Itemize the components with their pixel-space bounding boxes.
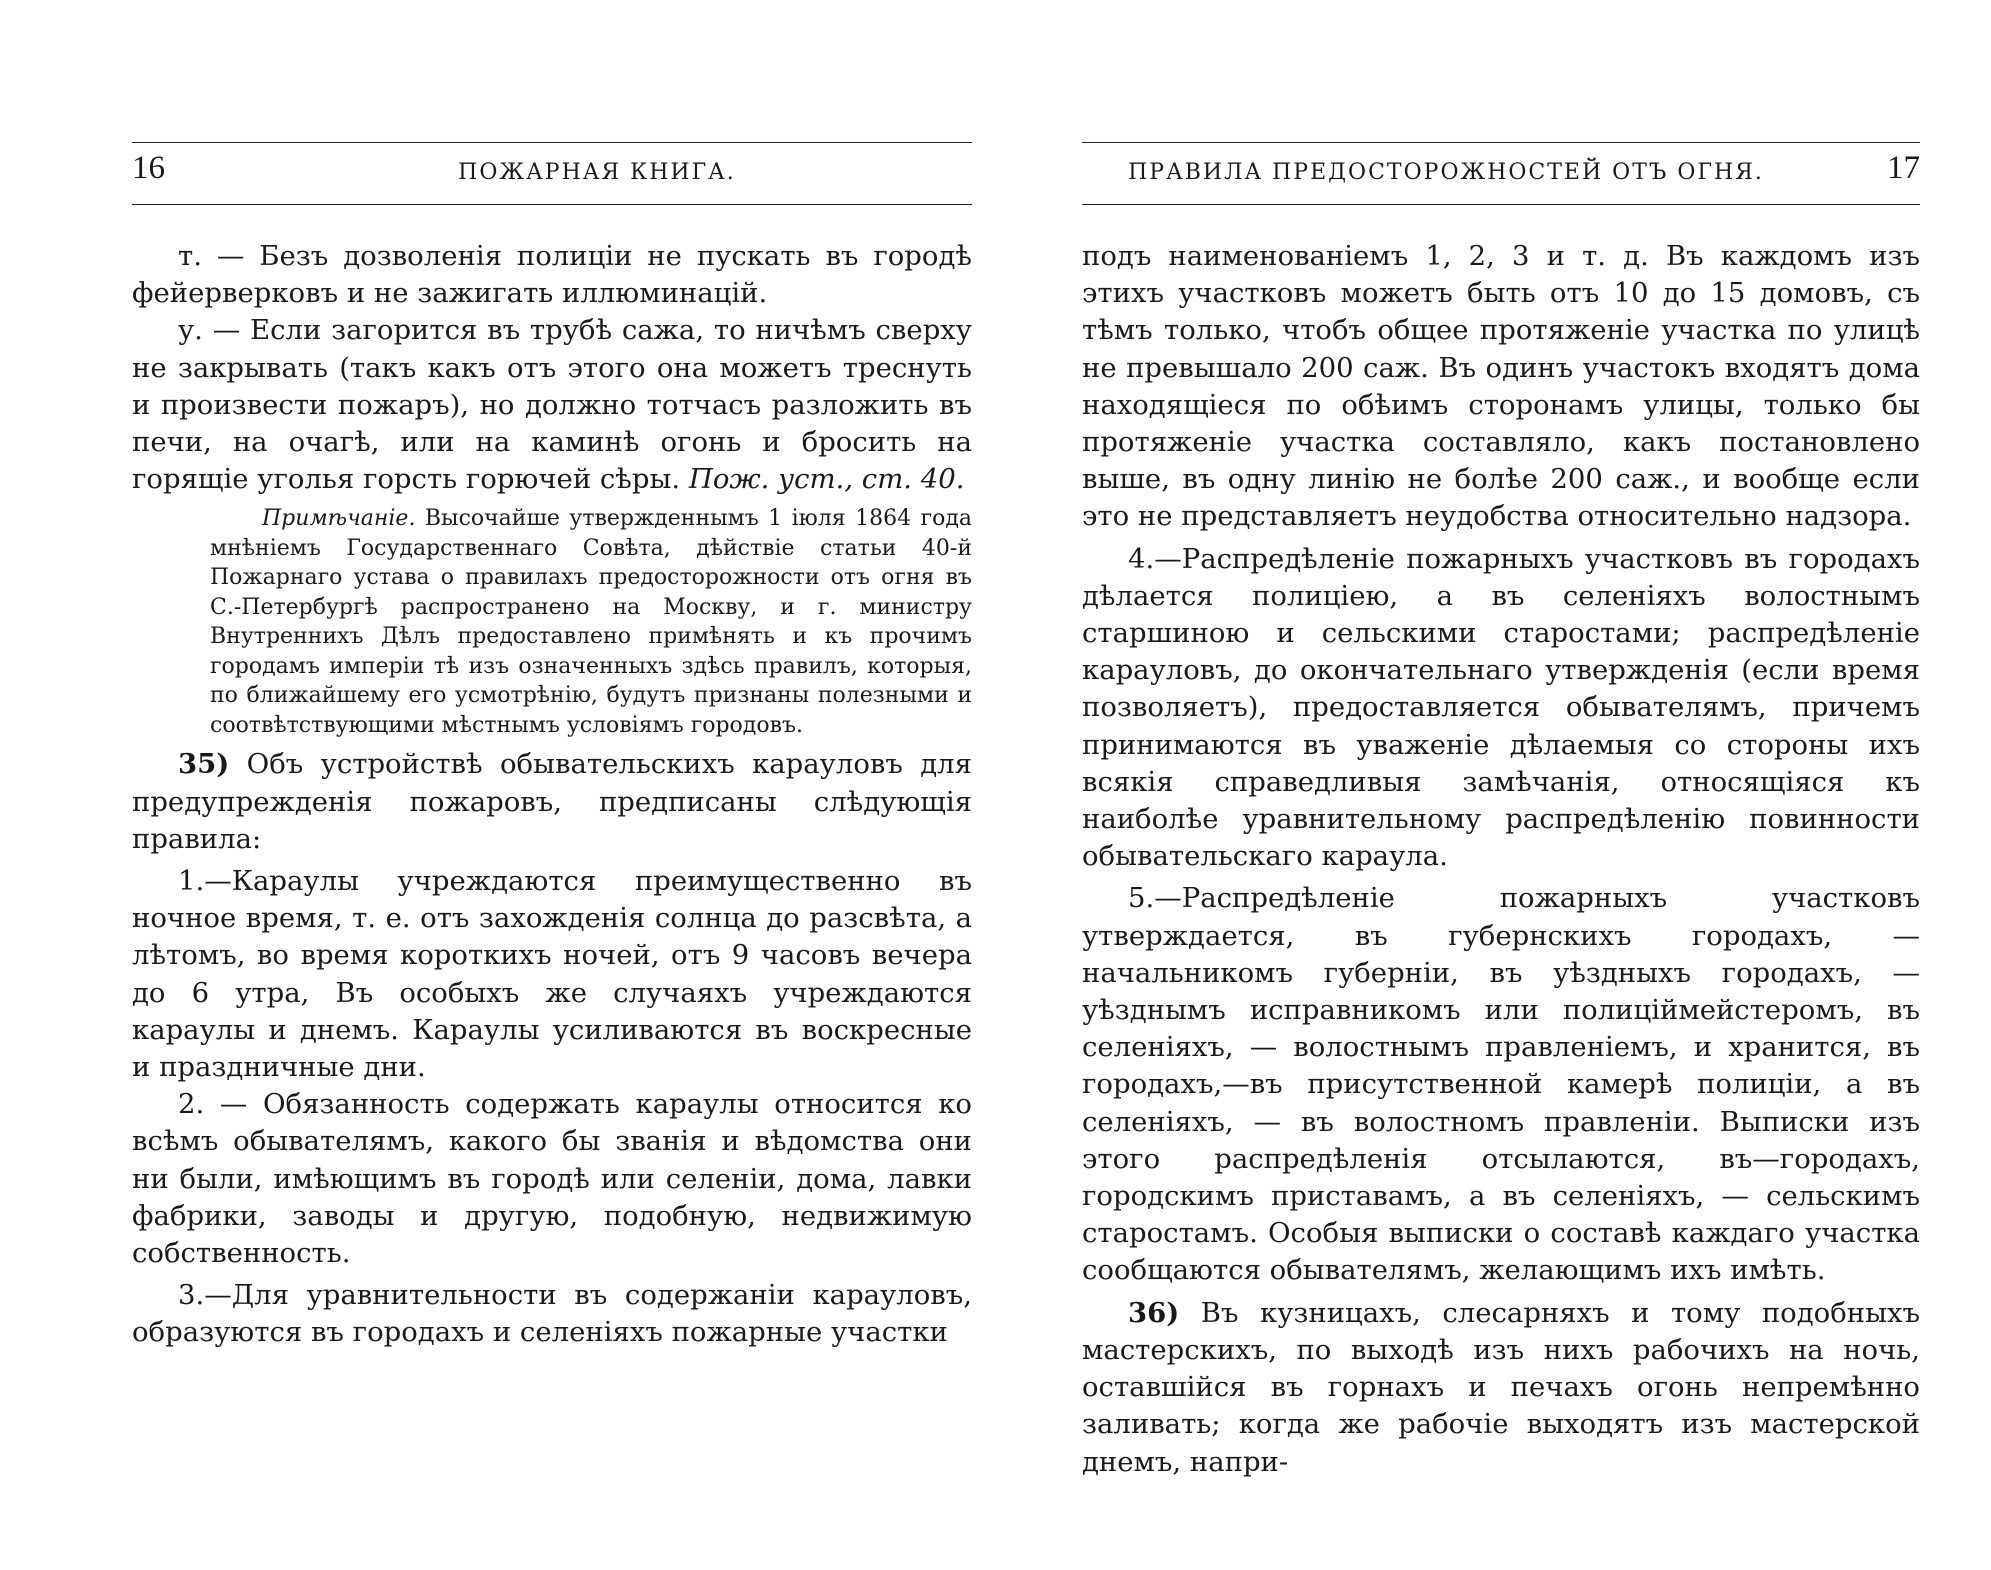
paragraph-u <box>132 312 972 498</box>
paragraph-u-text: у. — Если загорится въ трубѣ сажа, то ничѣмъ сверху не закрывать (такъ какъ отъ этого она можетъ треснуть и произвести пожаръ), но должно тотчасъ разложить въ печи, на очагѣ, или на каминѣ огонь и бросить на горящіе уголья горсть горючей сѣры. <box>132 314 972 496</box>
page-body <box>1082 238 1920 1481</box>
right-page <box>1082 0 1920 1570</box>
header-rule-bottom <box>1082 204 1920 205</box>
paragraph-t: т. — Безъ дозволенія полиціи не пускать въ городѣ фейерверковъ и не зажигать иллюминацій. <box>132 240 972 310</box>
section-35 <box>132 746 972 858</box>
paragraph-continuation: подъ наименованіемъ 1, 2, 3 и т. д. Въ каждомъ изъ этихъ участковъ можетъ быть отъ 10 до 15 домовъ, съ тѣмъ только, чтобъ общее протяженіе участка по улицѣ не превышало 200 саж. Въ одинъ участокъ входятъ дома находящіеся по обѣимъ сторонамъ улицы, только бы протяженіе участка составляло, какъ постановлено выше, въ одну линію не болѣе 200 саж., и вообще если это не представляетъ неудобства относительно надзора. <box>1082 240 1920 533</box>
left-page <box>132 0 972 1570</box>
header-rule-top <box>132 142 972 143</box>
paragraph-3: 3.—Для уравнительности въ содержаніи карауловъ, образуются въ городахъ и селеніяхъ пожарные участки <box>132 1279 972 1349</box>
running-head-title: ПОЖАРНАЯ КНИГА. <box>458 160 736 185</box>
paragraph-2: 2. — Обязанность содержать караулы относится ко всѣмъ обывателямъ, какого бы званія и вѣдомства они ни были, имѣющимъ въ городѣ или селеніи, дома, лавки фабрики, заводы и другую, подобную, недвижимую собственность. <box>132 1088 972 1270</box>
header-rule-bottom <box>132 204 972 205</box>
note <box>210 504 972 740</box>
paragraph-4: 4.—Распредѣленіе пожарныхъ участковъ въ городахъ дѣлается полиціею, а въ селеніяхъ волостнымъ старшиною и сельскими старостами; распредѣленіе карауловъ, до окончательнаго утвержденія (если время позволяетъ), предоставляется обывателямъ, причемъ принимаются въ уваженіе дѣлаемыя со стороны ихъ всякія справедливыя замѣчанія, относящіяся къ наиболѣе уравнительному распредѣленію повинности обывательскаго караула. <box>1082 542 1920 873</box>
section-text: Въ кузницахъ, слесарняхъ и тому подобныхъ мастерскихъ, по выходѣ изъ нихъ рабочихъ на ночь, оставшійся въ горнахъ и печахъ огонь непремѣнно заливать; когда же рабочіе выходятъ изъ мастерской днемъ, напри- <box>1082 1296 1920 1478</box>
running-head <box>1082 150 1920 198</box>
note-text: Высочайше утвержденнымъ 1 іюля 1864 года мнѣніемъ Государственнаго Совѣта, дѣйствіе статьи 40-й Пожарнаго устава о правилахъ предосторожности отъ огня въ С.-Петербургѣ распространено на Москву, и г. министру Внутреннихъ Дѣлъ предоставлено примѣнять и къ прочимъ городамъ имперіи тѣ изъ означенныхъ здѣсь правилъ, которыя, по ближайшему его усмотрѣнію, будутъ признаны полезными и соотвѣтствующими мѣстнымъ условіямъ городовъ. <box>210 506 972 738</box>
statute-reference: Пож. уст., ст. 40. <box>688 463 965 496</box>
section-number: 36) <box>1128 1296 1180 1329</box>
section-text: Объ устройствѣ обывательскихъ карауловъ для предупрежденія пожаровъ, предписаны слѣдующія правила: <box>132 748 972 855</box>
running-head-title: ПРАВИЛА ПРЕДОСТОРОЖНОСТЕЙ ОТЪ ОГНЯ. <box>1128 160 1764 185</box>
header-rule-top <box>1082 142 1920 143</box>
page-body <box>132 238 972 1352</box>
running-head <box>132 150 972 198</box>
paragraph-1: 1.—Караулы учреждаются преимущественно въ ночное время, т. е. отъ захожденія солнца до разсвѣта, а лѣтомъ, во время короткихъ ночей, отъ 9 часовъ вечера до 6 утра, Въ особыхъ же случаяхъ учреждаются караулы и днемъ. Караулы усиливаются въ воскресные и праздничные дни. <box>132 865 972 1084</box>
page-number: 16 <box>132 150 165 186</box>
section-36 <box>1082 1295 1920 1481</box>
note-label: Примѣчаніе. <box>262 506 416 532</box>
page-number: 17 <box>1887 150 1920 186</box>
section-number: 35) <box>178 748 230 781</box>
paragraph-5: 5.—Распредѣленіе пожарныхъ участковъ утверждается, въ губернскихъ городахъ, — начальникомъ губерніи, въ уѣздныхъ городахъ, — уѣзднымъ исправникомъ или полиціймейстеромъ, въ селеніяхъ, — волостнымъ правленіемъ, и хранится, въ городахъ,—въ присутственной камерѣ полиціи, а въ селеніяхъ, — въ волостномъ правленіи. Выписки изъ этого распредѣленія отсылаются, въ—городахъ, городскимъ приставамъ, а въ селеніяхъ, — сельскимъ старостамъ. Особыя выписки о составѣ каждаго участка сообщаются обывателямъ, желающимъ ихъ имѣть. <box>1082 882 1920 1287</box>
